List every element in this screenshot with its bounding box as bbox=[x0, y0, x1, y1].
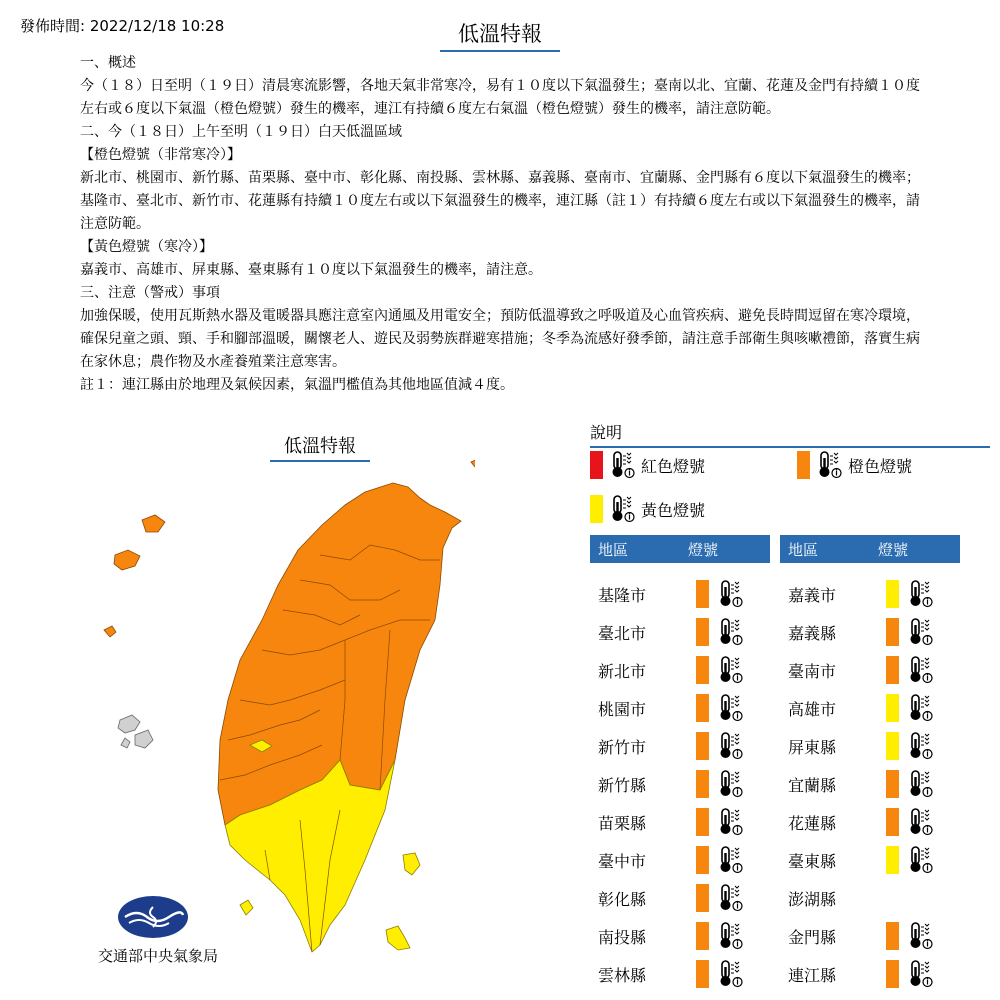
region-name: 新竹市 bbox=[598, 737, 647, 757]
region-table-right bbox=[780, 535, 960, 563]
region-name: 金門縣 bbox=[788, 927, 837, 947]
yellow-signal-swatch bbox=[886, 846, 899, 874]
thermometer-icon bbox=[907, 959, 933, 989]
region-name: 屏東縣 bbox=[788, 737, 837, 757]
region-name: 澎湖縣 bbox=[788, 889, 837, 909]
thermometer-icon bbox=[609, 494, 635, 524]
orange-signal-swatch bbox=[886, 960, 899, 988]
yellow-signal-heading: 【黃色燈號（寒冷）】 bbox=[80, 239, 213, 255]
region-name: 苗栗縣 bbox=[598, 813, 647, 833]
region-name: 桃園市 bbox=[598, 699, 647, 719]
section-heading-regions: 二、今（１８日）上午至明（１９日）白天低溫區域 bbox=[80, 124, 402, 140]
region-name: 臺南市 bbox=[788, 661, 837, 681]
precautions-paragraph: 加強保暖，使用瓦斯熱水器及電暖器具應注意室內通風及用電安全；預防低溫導致之呼吸道及心血管疾病、避免長時間逗留在寒冷環境，確保兒童之頭、頸、手和腳部溫暖，關懷老人、遊民及弱勢族群避寒措施；冬季為流感好發季節，請注意手部衛生與咳嗽禮節，落實生病在家休息；農作物及水產養殖業注意寒害。 bbox=[80, 308, 920, 370]
table-row bbox=[780, 727, 960, 765]
thermometer-icon bbox=[717, 845, 743, 875]
region-name: 彰化縣 bbox=[598, 889, 647, 909]
thermometer-icon bbox=[717, 921, 743, 951]
orange-signal-swatch bbox=[886, 770, 899, 798]
region-name: 臺東縣 bbox=[788, 851, 837, 871]
table-row bbox=[590, 575, 770, 613]
table-row bbox=[780, 765, 960, 803]
region-name: 南投縣 bbox=[598, 927, 647, 947]
map-title: 低溫特報 bbox=[270, 432, 370, 462]
thermometer-icon bbox=[717, 579, 743, 609]
legend-orange-label: 橙色燈號 bbox=[848, 456, 913, 476]
thermometer-icon bbox=[907, 731, 933, 761]
yellow-signal-swatch bbox=[886, 580, 899, 608]
orange-signal-swatch bbox=[696, 656, 709, 684]
taiwan-map bbox=[95, 450, 475, 960]
thermometer-icon bbox=[907, 579, 933, 609]
table-row bbox=[590, 613, 770, 651]
legend-red-label: 紅色燈號 bbox=[641, 456, 706, 476]
orange-signal-swatch bbox=[696, 960, 709, 988]
thermometer-icon bbox=[907, 769, 933, 799]
orange-signal-swatch bbox=[886, 922, 899, 950]
region-name: 新北市 bbox=[598, 661, 647, 681]
table-header bbox=[590, 535, 770, 563]
table-row bbox=[780, 613, 960, 651]
table-row bbox=[590, 879, 770, 917]
orange-signal-swatch bbox=[886, 808, 899, 836]
region-name: 高雄市 bbox=[788, 699, 837, 719]
orange-signal-swatch bbox=[696, 922, 709, 950]
region-name: 臺中市 bbox=[598, 851, 647, 871]
orange-signal-swatch bbox=[696, 694, 709, 722]
table-row bbox=[590, 917, 770, 955]
thermometer-icon bbox=[907, 845, 933, 875]
orange-signal-swatch bbox=[696, 618, 709, 646]
table-row bbox=[590, 841, 770, 879]
orange-signal-swatch bbox=[696, 770, 709, 798]
region-name: 嘉義市 bbox=[788, 585, 837, 605]
section-heading-precautions: 三、注意（警戒）事項 bbox=[80, 285, 220, 301]
thermometer-icon bbox=[907, 807, 933, 837]
region-table-left bbox=[590, 535, 770, 563]
red-swatch bbox=[590, 451, 603, 479]
yellow-signal-paragraph: 嘉義市、高雄市、屏東縣、臺東縣有１０度以下氣溫發生的機率，請注意。 bbox=[80, 262, 542, 278]
orange-signal-swatch bbox=[696, 732, 709, 760]
thermometer-icon bbox=[717, 959, 743, 989]
agency-name: 交通部中央氣象局 bbox=[97, 947, 218, 965]
orange-signal-swatch bbox=[696, 846, 709, 874]
orange-signal-swatch bbox=[696, 884, 709, 912]
table-row bbox=[590, 727, 770, 765]
table-row bbox=[590, 765, 770, 803]
bulletin-text bbox=[80, 52, 930, 397]
column-header-signal: 燈號 bbox=[878, 540, 909, 559]
table-row bbox=[780, 955, 960, 993]
legend-yellow-label: 黃色燈號 bbox=[641, 500, 706, 520]
region-name: 臺北市 bbox=[598, 623, 647, 643]
region-name: 嘉義縣 bbox=[788, 623, 837, 643]
thermometer-icon bbox=[717, 693, 743, 723]
region-name: 新竹縣 bbox=[598, 775, 647, 795]
thermometer-icon bbox=[717, 731, 743, 761]
orange-signal-swatch bbox=[886, 656, 899, 684]
table-row bbox=[780, 575, 960, 613]
section-heading-overview: 一、概述 bbox=[80, 55, 136, 71]
issue-time: 發佈時間: 2022/12/18 10:28 bbox=[20, 17, 225, 35]
orange-signal-swatch bbox=[696, 580, 709, 608]
column-header-region: 地區 bbox=[788, 540, 819, 559]
thermometer-icon bbox=[907, 655, 933, 685]
yellow-signal-swatch bbox=[886, 732, 899, 760]
penghu-islands bbox=[118, 715, 153, 748]
footnote: 註１：連江縣由於地理及氣候因素，氣溫門檻值為其他地區值減４度。 bbox=[80, 377, 514, 393]
table-row bbox=[590, 803, 770, 841]
thermometer-icon bbox=[907, 617, 933, 647]
thermometer-icon bbox=[609, 450, 635, 480]
thermometer-icon bbox=[816, 450, 842, 480]
thermometer-icon bbox=[717, 617, 743, 647]
orange-signal-heading: 【橙色燈號（非常寒冷）】 bbox=[80, 147, 241, 163]
orange-signal-swatch bbox=[696, 808, 709, 836]
yellow-signal-swatch bbox=[886, 694, 899, 722]
thermometer-icon bbox=[907, 693, 933, 723]
thermometer-icon bbox=[717, 883, 743, 913]
table-row bbox=[780, 803, 960, 841]
region-name: 花蓮縣 bbox=[788, 813, 837, 833]
orange-signal-paragraph: 新北市、桃園市、新竹縣、苗栗縣、臺中市、彰化縣、南投縣、雲林縣、嘉義縣、臺南市、宜蘭縣、金門縣有６度以下氣溫發生的機率；基隆市、臺北市、新竹市、花蓮縣有持續１０度左右或以下氣溫發生的機率，連江縣（註１）有持續６度左右或以下氣溫發生的機率，請注意防範。 bbox=[80, 170, 920, 232]
table-header bbox=[780, 535, 960, 563]
table-row bbox=[780, 917, 960, 955]
table-row bbox=[590, 651, 770, 689]
table-row bbox=[590, 689, 770, 727]
thermometer-icon bbox=[717, 807, 743, 837]
thermometer-icon bbox=[717, 769, 743, 799]
thermometer-icon bbox=[907, 921, 933, 951]
kinmen-islands bbox=[104, 550, 140, 637]
table-row bbox=[780, 689, 960, 727]
table-row bbox=[780, 651, 960, 689]
table-row bbox=[780, 841, 960, 879]
region-name: 基隆市 bbox=[598, 585, 647, 605]
overview-paragraph: 今（１８）日至明（１９日）清晨寒流影響，各地天氣非常寒冷，易有１０度以下氣溫發生；臺南以北、宜蘭、花蓮及金門有持續１０度左右或６度以下氣溫（橙色燈號）發生的機率，連江有持續６度左右氣溫（橙色燈號）發生的機率，請注意防範。 bbox=[80, 78, 920, 117]
legend-heading: 說明 bbox=[590, 420, 990, 448]
thermometer-icon bbox=[717, 655, 743, 685]
table-row bbox=[780, 879, 960, 917]
orange-signal-swatch bbox=[886, 618, 899, 646]
region-name: 連江縣 bbox=[788, 965, 837, 985]
orange-swatch bbox=[797, 451, 810, 479]
column-header-region: 地區 bbox=[598, 540, 629, 559]
region-name: 宜蘭縣 bbox=[788, 775, 837, 795]
cwa-logo-icon bbox=[117, 895, 189, 939]
table-row bbox=[590, 955, 770, 993]
yellow-swatch bbox=[590, 495, 603, 523]
legend-yellow bbox=[590, 494, 705, 524]
column-header-signal: 燈號 bbox=[688, 540, 719, 559]
region-name: 雲林縣 bbox=[598, 965, 647, 985]
page-title: 低溫特報 bbox=[440, 18, 560, 52]
legend-red bbox=[590, 450, 705, 480]
legend-orange bbox=[797, 450, 912, 480]
